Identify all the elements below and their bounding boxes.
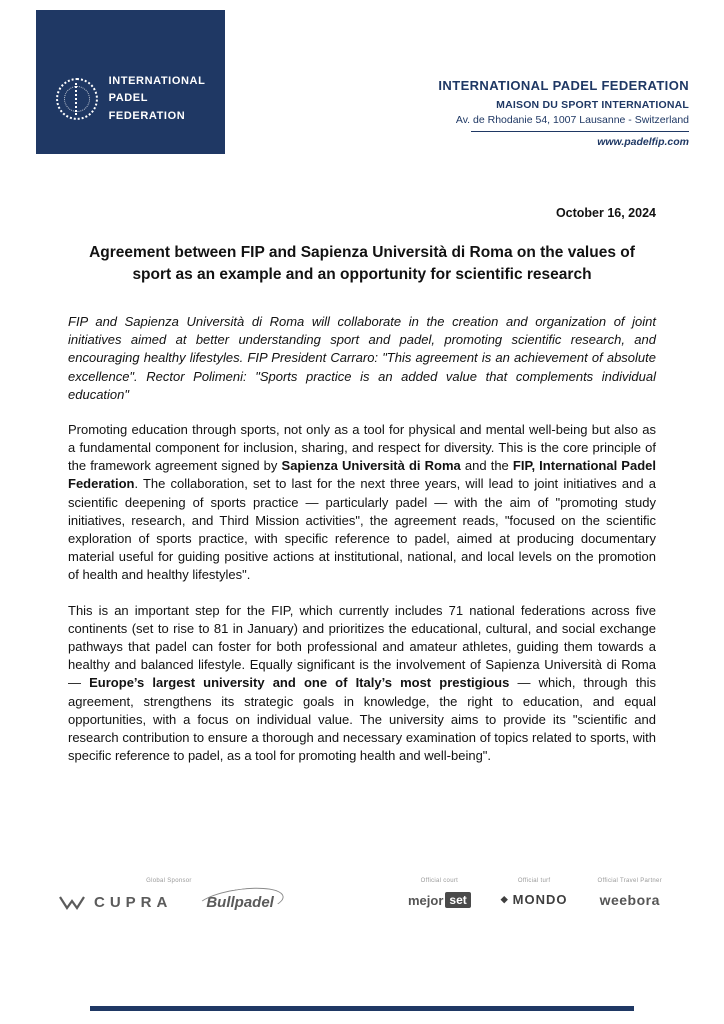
body-paragraph-1: Promoting education through sports, not only as a tool for physical and mental well-being but also as a fundamental component for inclusion, sharing, and respect for diversity. This is the core principle of the framework agreement signed by Sapienza Università di Roma and the FIP, International Padel Federation. The collaboration, set to last for the next three years, will lead to joint initiatives and a scientific deepening of sports practice — particularly padel — with the aim of "promoting study initiatives, research, and Third Mission activities", the agreement reads, "focused on the scientific exploration of sports practice, with specific reference to padel, aimed at producing documentary material useful for guiding positive actions at institutional, national, and local levels on the promotion of health and healthy lifestyles". bbox=[68, 421, 656, 583]
bottom-accent-bar bbox=[90, 1006, 634, 1011]
mejorset-label: Official court bbox=[420, 878, 459, 884]
mejorset-group bbox=[408, 878, 471, 908]
weebora-group bbox=[598, 878, 662, 908]
mejorset-wordmark-b: set bbox=[445, 892, 470, 908]
letterhead-website-link[interactable]: www.padelfip.com bbox=[597, 136, 689, 148]
bullpadel-logo bbox=[200, 892, 280, 913]
body-paragraph-2: This is an important step for the FIP, which currently includes 71 national federations across five continents (set to rise to 81 in January) and prioritizes the educational, cultural, and social exchange pathways that padel can foster for both professional and amateur athletes, guiding them towards a healthy and balanced lifestyle. Equally significant is the involvement of Sapienza Università di Roma — Europe’s largest university and one of Italy’s most prestigious — which, through this agreement, strengthens its strategic goals in knowledge, the right to education, and equal opportunities, with a focus on individual value. The university aims to provide its "scientific and research contribution to ensure a thorough and necessary examination of topics related to sports, with specific reference to padel, as a tool for promoting health and well-being". bbox=[68, 602, 656, 764]
global-sponsor-group bbox=[58, 878, 280, 913]
letterhead-building: MAISON DU SPORT INTERNATIONAL bbox=[496, 99, 689, 111]
fip-dotted-ball-icon bbox=[56, 78, 98, 120]
global-sponsor-logos bbox=[58, 892, 280, 913]
official-partner-groups bbox=[408, 878, 662, 908]
mondo-logo bbox=[501, 892, 568, 907]
fip-logo-wordmark bbox=[109, 73, 206, 126]
fip-logo-box bbox=[36, 10, 225, 154]
weebora-wordmark: weebora bbox=[599, 892, 660, 908]
mejorset-logo bbox=[408, 892, 471, 908]
letterhead-address: Av. de Rhodanie 54, 1007 Lausanne - Switzerland bbox=[455, 114, 689, 126]
cupra-wordmark: CUPRA bbox=[94, 894, 173, 911]
fip-logo-line1: INTERNATIONAL bbox=[108, 74, 206, 87]
weebora-label: Official Travel Partner bbox=[597, 878, 662, 884]
document-content bbox=[68, 206, 656, 765]
lead-paragraph: FIP and Sapienza Università di Roma will collaborate in the creation and organization of joint initiatives aimed at better understanding sport and padel, promoting scientific research, and encouraging healthy lifestyles. FIP President Carraro: "This agreement is an achievement of absolute excellence". Rector Polimeni: "Sports practice is an added value that complements individual education" bbox=[68, 313, 656, 402]
document-date: October 16, 2024 bbox=[555, 206, 656, 220]
letterhead-contact-block bbox=[438, 78, 689, 148]
cupra-emblem-icon bbox=[58, 895, 86, 910]
global-sponsor-label: Global Sponsor bbox=[146, 878, 192, 884]
mondo-group bbox=[501, 878, 568, 907]
mondo-label: Official turf bbox=[517, 878, 551, 884]
fip-logo-line2: PADEL bbox=[108, 92, 149, 105]
document-title: Agreement between FIP and Sapienza Università di Roma on the values of sport as an example and an opportunity for scientific research bbox=[89, 244, 635, 284]
mondo-wordmark: MONDO bbox=[512, 892, 568, 907]
letterhead-divider bbox=[471, 131, 689, 132]
mondo-emblem-icon: ◆ bbox=[500, 894, 509, 904]
bullpadel-wordmark: Bullpadel bbox=[206, 894, 274, 911]
sponsor-footer bbox=[58, 878, 662, 913]
weebora-logo bbox=[600, 892, 660, 908]
mejorset-wordmark-a: mejor bbox=[408, 892, 444, 908]
fip-logo-line3: FEDERATION bbox=[108, 109, 186, 122]
cupra-logo bbox=[58, 894, 172, 911]
letterhead-org-name: INTERNATIONAL PADEL FEDERATION bbox=[438, 78, 689, 93]
